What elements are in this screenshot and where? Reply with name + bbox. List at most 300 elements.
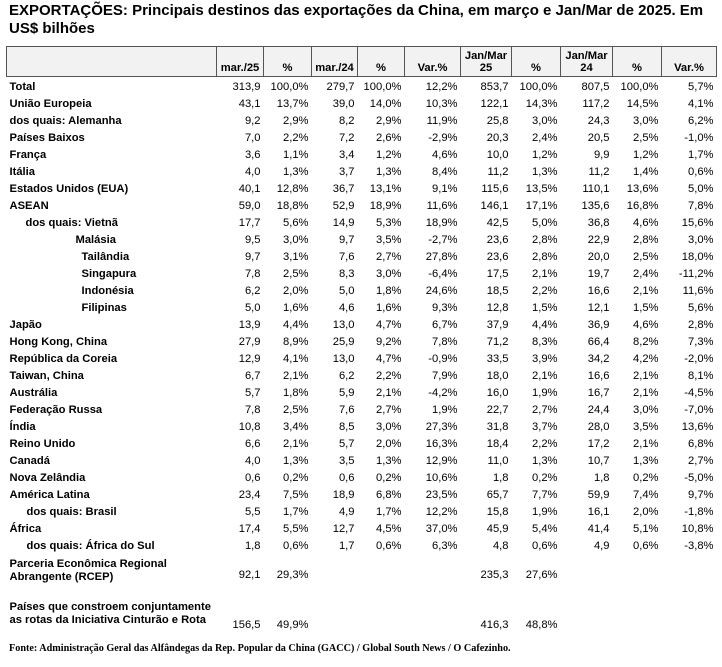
value-cell: -4,5% [684, 387, 714, 399]
value-cell: 22,7 [486, 404, 509, 416]
value-cell: 0,6 [244, 472, 261, 484]
value-cell: 10,8% [681, 523, 714, 535]
value-cell: 31,8 [486, 421, 509, 433]
value-cell: 20,0 [587, 251, 610, 263]
value-cell: 2,5% [283, 268, 309, 280]
value-cell: 5,1% [633, 523, 659, 535]
value-cell: 1,8% [376, 285, 402, 297]
value-cell: 59,0 [238, 200, 261, 212]
row-label: Nova Zelândia [9, 472, 86, 484]
value-cell: 8,2% [633, 336, 659, 348]
row-label: Filipinas [81, 302, 127, 314]
value-cell: 16,8% [626, 200, 659, 212]
value-cell: 122,1 [480, 98, 509, 110]
value-cell: 2,4% [633, 268, 659, 280]
value-cell: 1,7% [376, 506, 402, 518]
row-label: Indonésia [81, 285, 134, 297]
value-cell: 16,3% [425, 438, 458, 450]
value-cell: 16,7 [587, 387, 610, 399]
value-cell: 6,7 [244, 370, 261, 382]
value-cell: 2,1% [633, 285, 659, 297]
value-cell: 18,4 [486, 438, 509, 450]
value-cell: 2,1% [633, 438, 659, 450]
value-cell: 23,4 [238, 489, 261, 501]
value-cell: 25,9 [332, 336, 355, 348]
value-cell: 5,9 [338, 387, 355, 399]
row-label: Federação Russa [9, 404, 103, 416]
value-cell: 9,7 [338, 234, 355, 246]
row-label: dos quais: Alemanha [9, 115, 122, 127]
row-label: Austrália [9, 387, 58, 399]
value-cell: 9,9 [593, 149, 610, 161]
table-row [7, 487, 717, 504]
value-cell: 14,3% [525, 98, 558, 110]
row-label: dos quais: África do Sul [26, 540, 155, 552]
value-cell: 18,0% [681, 251, 714, 263]
value-cell: 0,6% [532, 540, 558, 552]
value-cell: 2,0% [376, 438, 402, 450]
value-cell: 1,7 [338, 540, 355, 552]
value-cell: 48,8% [525, 618, 558, 631]
value-cell [662, 595, 717, 645]
value-cell: 807,5 [581, 81, 610, 93]
value-cell: 6,7% [432, 319, 458, 331]
value-cell [312, 595, 358, 645]
value-cell: 12,2% [425, 506, 458, 518]
value-cell: 10,8 [238, 421, 261, 433]
value-cell: 40,1 [238, 183, 261, 195]
value-cell: 4,7% [376, 353, 402, 365]
table-row [7, 283, 717, 300]
row-label: Total [9, 81, 36, 93]
value-cell: 0,2% [532, 472, 558, 484]
value-cell: 1,8 [593, 472, 610, 484]
value-cell: 28,0 [587, 421, 610, 433]
value-cell: 6,2 [244, 285, 261, 297]
value-cell: 5,5 [244, 506, 261, 518]
value-cell: 17,2 [587, 438, 610, 450]
row-label: Países Baixos [9, 132, 85, 144]
value-cell: 135,6 [581, 200, 610, 212]
value-cell: 146,1 [480, 200, 509, 212]
value-cell: 2,2% [532, 438, 558, 450]
value-cell: 4,7% [376, 319, 402, 331]
value-cell: 5,0 [244, 302, 261, 314]
row-label: Tailândia [81, 251, 130, 263]
value-cell: 25,8 [486, 115, 509, 127]
value-cell: 3,4 [338, 149, 355, 161]
value-cell: 41,4 [587, 523, 610, 535]
value-cell: 3,4% [283, 421, 309, 433]
value-cell: 12,8% [276, 183, 309, 195]
table-row [7, 385, 717, 402]
row-label: Reino Unido [9, 438, 76, 450]
value-cell: 19,7 [587, 268, 610, 280]
table-row [7, 538, 717, 555]
row-label: Malásia [75, 234, 116, 246]
value-cell: 3,0% [633, 115, 659, 127]
value-cell: 7,9% [432, 370, 458, 382]
value-cell: 2,6% [376, 132, 402, 144]
value-cell: 110,1 [582, 183, 610, 195]
value-cell: 313,9 [232, 81, 261, 93]
table-row [7, 164, 717, 181]
value-cell: -11,2% [678, 268, 714, 280]
value-cell [358, 595, 405, 645]
table-row [7, 198, 717, 215]
value-cell: 49,9% [276, 618, 309, 631]
value-cell: 9,2% [376, 336, 402, 348]
value-cell: 33,5 [486, 353, 509, 365]
value-cell: 6,8% [376, 489, 402, 501]
value-cell [405, 555, 461, 595]
value-cell: 4,2% [633, 353, 659, 365]
value-cell: -2,0% [684, 353, 714, 365]
row-label: dos quais: Vietnã [25, 217, 118, 229]
value-cell: 13,7% [276, 98, 309, 110]
value-cell: 7,3% [688, 336, 714, 348]
table-row [7, 402, 717, 419]
value-cell: 5,5% [283, 523, 309, 535]
value-cell: 7,8 [244, 268, 261, 280]
value-cell: 0,2% [376, 472, 402, 484]
table-row [7, 232, 717, 249]
table-row [7, 266, 717, 283]
header-cell: Jan/Mar 25 [461, 47, 512, 77]
header-cell: % [358, 47, 405, 77]
value-cell: 18,8% [276, 200, 309, 212]
row-label: Canadá [9, 455, 50, 467]
value-cell: 2,4% [532, 132, 558, 144]
value-cell: 23,5% [425, 489, 458, 501]
value-cell: 15,8 [486, 506, 509, 518]
value-cell: 12,9% [425, 455, 458, 467]
value-cell: 1,8% [283, 387, 309, 399]
value-cell: 4,0 [244, 166, 261, 178]
value-cell: 7,5% [283, 489, 309, 501]
value-cell: 4,9 [338, 506, 355, 518]
value-cell [561, 555, 613, 595]
row-label: União Europeia [9, 98, 92, 110]
row-label: Países que constroem conjuntamente as rotas da Iniciativa Cinturão e Rota [9, 601, 211, 626]
value-cell: 7,0 [244, 132, 261, 144]
value-cell: 37,9 [486, 319, 509, 331]
value-cell: 5,6% [283, 217, 309, 229]
value-cell: 1,3% [376, 166, 402, 178]
value-cell: 15,6% [681, 217, 714, 229]
value-cell: -2,7% [428, 234, 458, 246]
value-cell: 1,8 [244, 540, 261, 552]
value-cell: 2,0% [283, 285, 309, 297]
value-cell [613, 555, 662, 595]
value-cell: 34,2 [587, 353, 610, 365]
table-row [7, 147, 717, 164]
value-cell: 8,9% [283, 336, 309, 348]
value-cell: 36,8 [587, 217, 610, 229]
row-label: Taiwan, China [9, 370, 84, 382]
value-cell: 2,9% [283, 115, 309, 127]
value-cell: 13,9 [238, 319, 261, 331]
value-cell: 14,5% [626, 98, 659, 110]
value-cell: 5,4% [532, 523, 558, 535]
value-cell: 6,8% [688, 438, 714, 450]
value-cell: 7,6 [338, 251, 355, 263]
value-cell: 29,3% [276, 568, 309, 581]
value-cell: 1,3% [633, 455, 659, 467]
value-cell: 7,2 [338, 132, 355, 144]
row-label: ASEAN [9, 200, 49, 212]
value-cell: 4,0 [244, 455, 261, 467]
value-cell: 2,2% [532, 285, 558, 297]
value-cell: 1,3% [376, 455, 402, 467]
value-cell: 115,6 [481, 183, 509, 195]
value-cell: 7,7% [532, 489, 558, 501]
value-cell: 117,2 [582, 98, 610, 110]
table-row [7, 368, 717, 385]
value-cell: 24,3 [587, 115, 610, 127]
exports-table [6, 46, 717, 645]
value-cell: 11,9% [426, 115, 458, 127]
value-cell: 16,0 [486, 387, 509, 399]
value-cell: 13,0 [332, 319, 355, 331]
value-cell: 6,2% [688, 115, 714, 127]
value-cell: 1,8 [492, 472, 509, 484]
value-cell: 4,6% [633, 319, 659, 331]
table-row [7, 181, 717, 198]
value-cell: 92,1 [238, 568, 261, 581]
value-cell: 2,0% [633, 506, 659, 518]
value-cell: 0,6% [688, 166, 714, 178]
value-cell: 3,7% [532, 421, 558, 433]
value-cell: 4,6% [432, 149, 458, 161]
value-cell: 1,2% [376, 149, 402, 161]
value-cell: 27,8% [425, 251, 458, 263]
value-cell: 17,4 [238, 523, 261, 535]
value-cell: 24,4 [587, 404, 610, 416]
row-label: América Latina [9, 489, 90, 501]
row-label: Estados Unidos (EUA) [9, 183, 129, 195]
value-cell [358, 555, 405, 595]
value-cell: 10,3% [425, 98, 458, 110]
value-cell: 3,7 [338, 166, 355, 178]
row-label: África [9, 523, 42, 535]
value-cell: 52,9 [332, 200, 355, 212]
table-row [7, 555, 717, 595]
value-cell: 17,5 [486, 268, 509, 280]
value-cell: 5,0 [338, 285, 355, 297]
value-cell: -0,9% [428, 353, 458, 365]
value-cell: 2,1% [283, 438, 309, 450]
header-cell: mar./25 [217, 47, 264, 77]
value-cell: 13,1% [369, 183, 402, 195]
value-cell: 36,7 [332, 183, 355, 195]
value-cell: 3,5% [376, 234, 402, 246]
value-cell: 4,9 [593, 540, 610, 552]
value-cell: 12,2% [425, 81, 458, 93]
value-cell: 3,5 [338, 455, 355, 467]
value-cell: 1,5% [633, 302, 659, 314]
table-row [7, 113, 717, 130]
value-cell: 13,0 [332, 353, 355, 365]
value-cell: 7,8% [432, 336, 458, 348]
header-cell: Jan/Mar 24 [561, 47, 613, 77]
row-label: Índia [9, 421, 36, 433]
value-cell: -5,0% [684, 472, 714, 484]
table-row [7, 300, 717, 317]
value-cell: 853,7 [480, 81, 509, 93]
table-row [7, 130, 717, 147]
value-cell: 9,7% [688, 489, 714, 501]
value-cell: 12,7 [332, 523, 355, 535]
value-cell: 5,0% [532, 217, 558, 229]
value-cell: 5,7 [338, 438, 355, 450]
value-cell: 4,4% [283, 319, 309, 331]
value-cell: 66,4 [587, 336, 610, 348]
value-cell: 2,1% [376, 387, 402, 399]
value-cell: 100,0% [363, 81, 402, 93]
value-cell: 2,2% [283, 132, 309, 144]
value-cell: 1,4% [633, 166, 659, 178]
header-cell: % [264, 47, 312, 77]
value-cell: 2,1% [283, 370, 309, 382]
value-cell: 22,9 [587, 234, 610, 246]
value-cell: 36,9 [587, 319, 610, 331]
value-cell: 5,0% [688, 183, 714, 195]
value-cell: 7,8% [688, 200, 714, 212]
value-cell: 13,5% [525, 183, 558, 195]
value-cell: 18,9% [369, 200, 402, 212]
value-cell: 416,3 [480, 618, 509, 631]
value-cell: 11,0 [487, 455, 509, 467]
value-cell: 2,5% [633, 132, 659, 144]
value-cell: 2,7% [376, 251, 402, 263]
value-cell: 2,1% [532, 268, 558, 280]
value-cell: 2,7% [376, 404, 402, 416]
value-cell: 9,1% [432, 183, 458, 195]
row-label: Japão [9, 319, 42, 331]
value-cell: 37,0% [425, 523, 458, 535]
table-row [7, 521, 717, 538]
value-cell: 3,1% [283, 251, 309, 263]
table-row [7, 453, 717, 470]
value-cell: 1,9% [532, 506, 558, 518]
table-row [7, 215, 717, 232]
value-cell: 11,6% [426, 200, 458, 212]
value-cell: -1,0% [684, 132, 714, 144]
value-cell: 0,6% [376, 540, 402, 552]
value-cell: 23,6 [486, 234, 509, 246]
value-cell: 3,0% [376, 268, 402, 280]
value-cell: 8,5 [338, 421, 355, 433]
value-cell: 9,7 [244, 251, 261, 263]
table-row [7, 419, 717, 436]
value-cell: 1,2% [532, 149, 558, 161]
table-row [7, 436, 717, 453]
table-body [7, 77, 717, 646]
value-cell: 27,6% [525, 568, 558, 581]
value-cell: 3,9% [532, 353, 558, 365]
value-cell: 4,8 [492, 540, 509, 552]
value-cell: 11,6% [682, 285, 714, 297]
value-cell: 2,8% [688, 319, 714, 331]
value-cell: 10,0 [486, 149, 509, 161]
value-cell: 1,9% [432, 404, 458, 416]
value-cell: 2,8% [532, 234, 558, 246]
value-cell: 43,1 [238, 98, 261, 110]
value-cell: 2,5% [283, 404, 309, 416]
value-cell: 1,1% [283, 149, 309, 161]
row-label: República da Coreia [9, 353, 118, 365]
table-row [7, 334, 717, 351]
header-cell [7, 47, 217, 77]
value-cell: 18,9 [332, 489, 355, 501]
value-cell: 0,2% [283, 472, 309, 484]
value-cell: 6,6 [244, 438, 261, 450]
value-cell: 7,8 [244, 404, 261, 416]
value-cell: -6,4% [428, 268, 458, 280]
value-cell: 5,7 [244, 387, 261, 399]
value-cell: 65,7 [486, 489, 509, 501]
table-row [7, 595, 717, 645]
value-cell: 1,2% [633, 149, 659, 161]
table-row [7, 351, 717, 368]
value-cell: 100,0% [620, 81, 659, 93]
value-cell: 4,1% [283, 353, 309, 365]
value-cell: 14,0% [369, 98, 402, 110]
value-cell: 12,8 [486, 302, 509, 314]
value-cell: 16,6 [587, 370, 610, 382]
value-cell: 18,9% [425, 217, 458, 229]
value-cell: 23,6 [486, 251, 509, 263]
value-cell: 1,9% [532, 387, 558, 399]
value-cell: 2,9% [376, 115, 402, 127]
value-cell: 1,3% [532, 455, 558, 467]
row-label: Hong Kong, China [9, 336, 108, 348]
value-cell: 1,7% [283, 506, 309, 518]
value-cell [613, 595, 662, 645]
value-cell: 9,5 [244, 234, 261, 246]
value-cell: 11,2 [588, 166, 610, 178]
value-cell: 24,6% [425, 285, 458, 297]
value-cell: 39,0 [332, 98, 355, 110]
value-cell: 2,8% [633, 234, 659, 246]
value-cell: 0,6% [633, 540, 659, 552]
value-cell: 0,2% [633, 472, 659, 484]
value-cell: -2,9% [428, 132, 458, 144]
value-cell [662, 555, 717, 595]
table-row [7, 317, 717, 334]
value-cell: -7,0% [684, 404, 714, 416]
value-cell: 18,0 [486, 370, 509, 382]
value-cell: 10,7 [587, 455, 610, 467]
value-cell: 2,1% [532, 370, 558, 382]
value-cell: 100,0% [270, 81, 309, 93]
value-cell: 16,6 [587, 285, 610, 297]
header-cell: % [613, 47, 662, 77]
value-cell: 27,9 [238, 336, 261, 348]
value-cell: 12,1 [587, 302, 610, 314]
value-cell: 13,6% [681, 421, 714, 433]
value-cell: 2,1% [633, 387, 659, 399]
value-cell: 10,6% [425, 472, 458, 484]
value-cell: 2,7% [688, 455, 714, 467]
row-label: Itália [9, 166, 35, 178]
value-cell: 156,5 [232, 618, 261, 631]
value-cell: 4,5% [376, 523, 402, 535]
value-cell: -4,2% [428, 387, 458, 399]
source-note: Fonte: Administração Geral das Alfândegas da Rep. Popular da China (GACC) / Global South News / O Cafezinho. [9, 643, 511, 654]
value-cell: 12,9 [238, 353, 261, 365]
